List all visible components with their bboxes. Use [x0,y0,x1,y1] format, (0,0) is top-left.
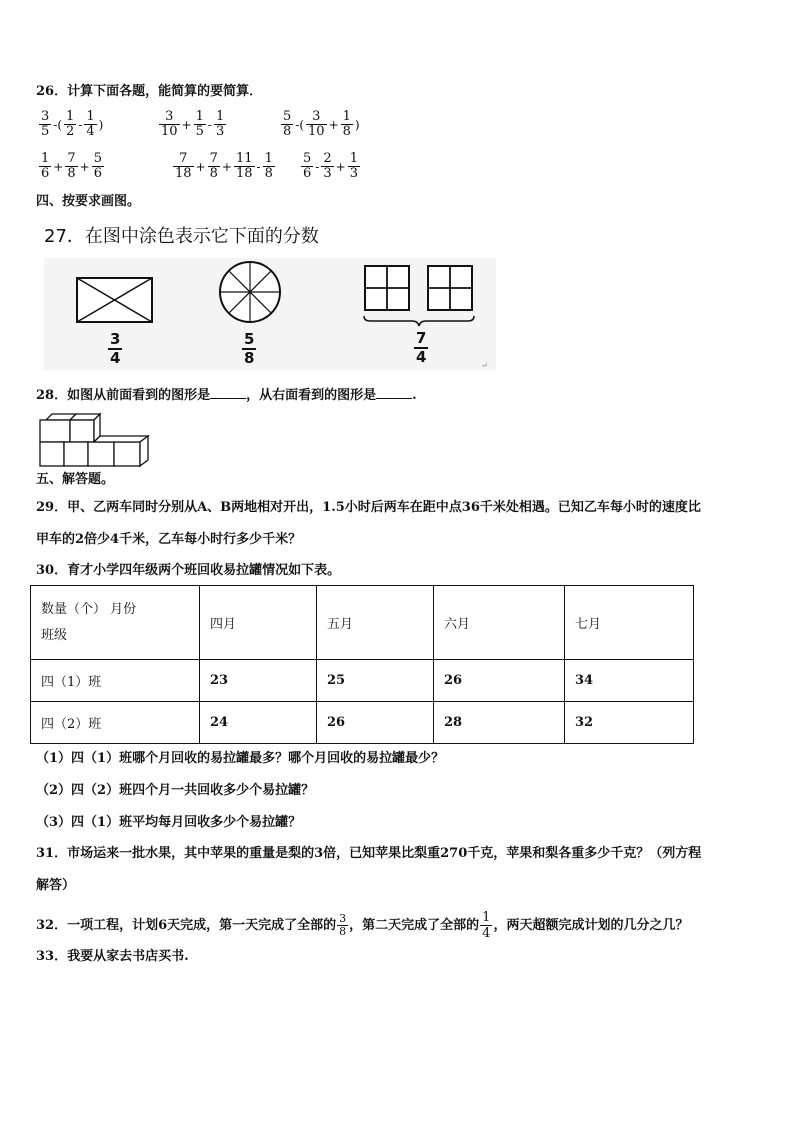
q26-title: 26．计算下面各题，能简算的要简算． [36,84,263,99]
fraction-label-7-4: 7 4 [416,329,427,366]
fraction: $\frac{5}{6}$ [93,151,102,181]
q29-line-1: 29．甲、乙两车同时分别从A、B两地相对开出，1.5小时后两车在距中点36千米处相遇。已知乙车每小时的速度比 [36,500,701,515]
fraction: $\frac{3}{10}$ [308,109,325,139]
column-header: 四月 [200,586,317,660]
fraction: $\frac{1}{3}$ [349,151,358,181]
q26-expr-6: $\frac{5}{6}$ - $\frac{2}{3}$ + $\frac{1}{3}$ [303,151,358,181]
brace [364,316,474,326]
fraction-label-5-8: 5 8 [244,330,255,367]
q26-expr-5: $\frac{7}{18}$ + $\frac{7}{8}$ + $\frac{11}{18}$ - $\frac{1}{8}$ [175,151,273,181]
recycling-table [30,585,694,744]
fraction: $\frac{3}{10}$ [161,109,178,139]
q28-text: 28．如图从前面看到的图形是 ，从右面看到的图形是 . [36,388,417,403]
fraction: $\frac{1}{6}$ [41,151,50,181]
q26-expr-3: $\frac{5}{8}$ -( $\frac{3}{10}$ + $\frac{1}{8}$ ) [283,109,360,139]
q29-line-2: 甲车的2倍少4千米，乙车每小时行多少千米？ [36,532,302,547]
section-4-heading: 四、按要求画图。 [36,194,141,209]
answer-blank-front[interactable] [210,386,246,399]
table-cell: 28 [434,702,565,744]
q30-sub-2: （2）四（2）班四个月一共回收多少个易拉罐？ [36,783,315,798]
column-header: 六月 [434,586,565,660]
table-row [31,702,694,744]
fraction: $\frac{5}{8}$ [283,109,292,139]
table-row [31,660,694,702]
fraction: $\frac{5}{6}$ [303,151,312,181]
table-cell: 23 [200,660,317,702]
q26-expr-2: $\frac{3}{10}$ + $\frac{1}{5}$ - $\frac{1}{3}$ [161,109,225,139]
fraction: $\frac{3}{8}$ [339,912,347,938]
q30-sub-1: （1）四（1）班哪个月回收的易拉罐最多？哪个月回收的易拉罐最少？ [36,751,445,766]
fraction: $\frac{7}{8}$ [67,151,76,181]
fraction: $\frac{1}{3}$ [215,109,225,139]
q27-figure-panel [44,258,496,370]
fraction: $\frac{1}{4}$ [86,109,95,139]
square-shape-2[interactable] [428,266,472,310]
q26-expr-4: $\frac{1}{6}$ + $\frac{7}{8}$ + $\frac{5}{6}$ [41,151,102,181]
q30-sub-3: （3）四（1）班平均每月回收多少个易拉罐？ [36,815,302,830]
square-shape-1[interactable] [365,266,409,310]
fraction: $\frac{1}{4}$ [482,910,491,941]
fraction: $\frac{2}{3}$ [323,151,332,181]
fraction-label-3-4: 3 4 [110,330,121,367]
table-cell: 24 [200,702,317,744]
fraction: $\frac{1}{5}$ [195,109,204,139]
fraction: $\frac{3}{5}$ [41,109,50,139]
answer-blank-right[interactable] [376,386,412,399]
q32-text: 32．一项工程，计划6天完成，第一天完成了全部的 $\frac{3}{8}$ ，第二天完成了全部的 $\frac{1}{4}$ ，两天超额完成计划的几分之几？ [36,910,689,941]
section-5-heading: 五、解答题。 [36,472,115,487]
table-corner-header: 数量（个） 月份 班级 [31,586,200,660]
table-header-row [31,586,694,660]
fraction: $\frac{1}{8}$ [342,109,351,139]
column-header: 七月 [565,586,694,660]
q30-title: 30．育才小学四年级两个班回收易拉罐情况如下表。 [36,563,341,578]
fraction: $\frac{7}{18}$ [175,151,192,181]
fraction: $\frac{7}{8}$ [209,151,218,181]
svg-text:↵: ↵ [481,361,488,370]
fraction: $\frac{1}{2}$ [66,109,75,139]
circle-shape[interactable] [220,262,280,322]
table-cell: 25 [317,660,434,702]
table-cell: 26 [317,702,434,744]
table-cell: 34 [565,660,694,702]
rectangle-shape[interactable] [77,278,152,322]
fraction: $\frac{1}{8}$ [264,151,273,181]
q28-cube-figure [36,412,156,468]
q31-line-1: 31．市场运来一批水果，其中苹果的重量是梨的3倍，已知苹果比梨重270千克，苹果和梨各重多少千克？（列方程 [36,846,702,861]
table-cell: 26 [434,660,565,702]
column-header: 五月 [317,586,434,660]
q31-line-2: 解答） [36,878,76,893]
row-label: 四（1）班 [31,660,200,702]
fraction: $\frac{11}{18}$ [235,151,253,181]
q26-expr-1: $\frac{3}{5}$ -( $\frac{1}{2}$ - $\frac{1}{4}$ ) [41,109,104,139]
q27-title: 27．在图中涂色表示它下面的分数 [44,226,319,247]
table-cell: 32 [565,702,694,744]
q33-text: 33．我要从家去书店买书. [36,949,189,964]
row-label: 四（2）班 [31,702,200,744]
